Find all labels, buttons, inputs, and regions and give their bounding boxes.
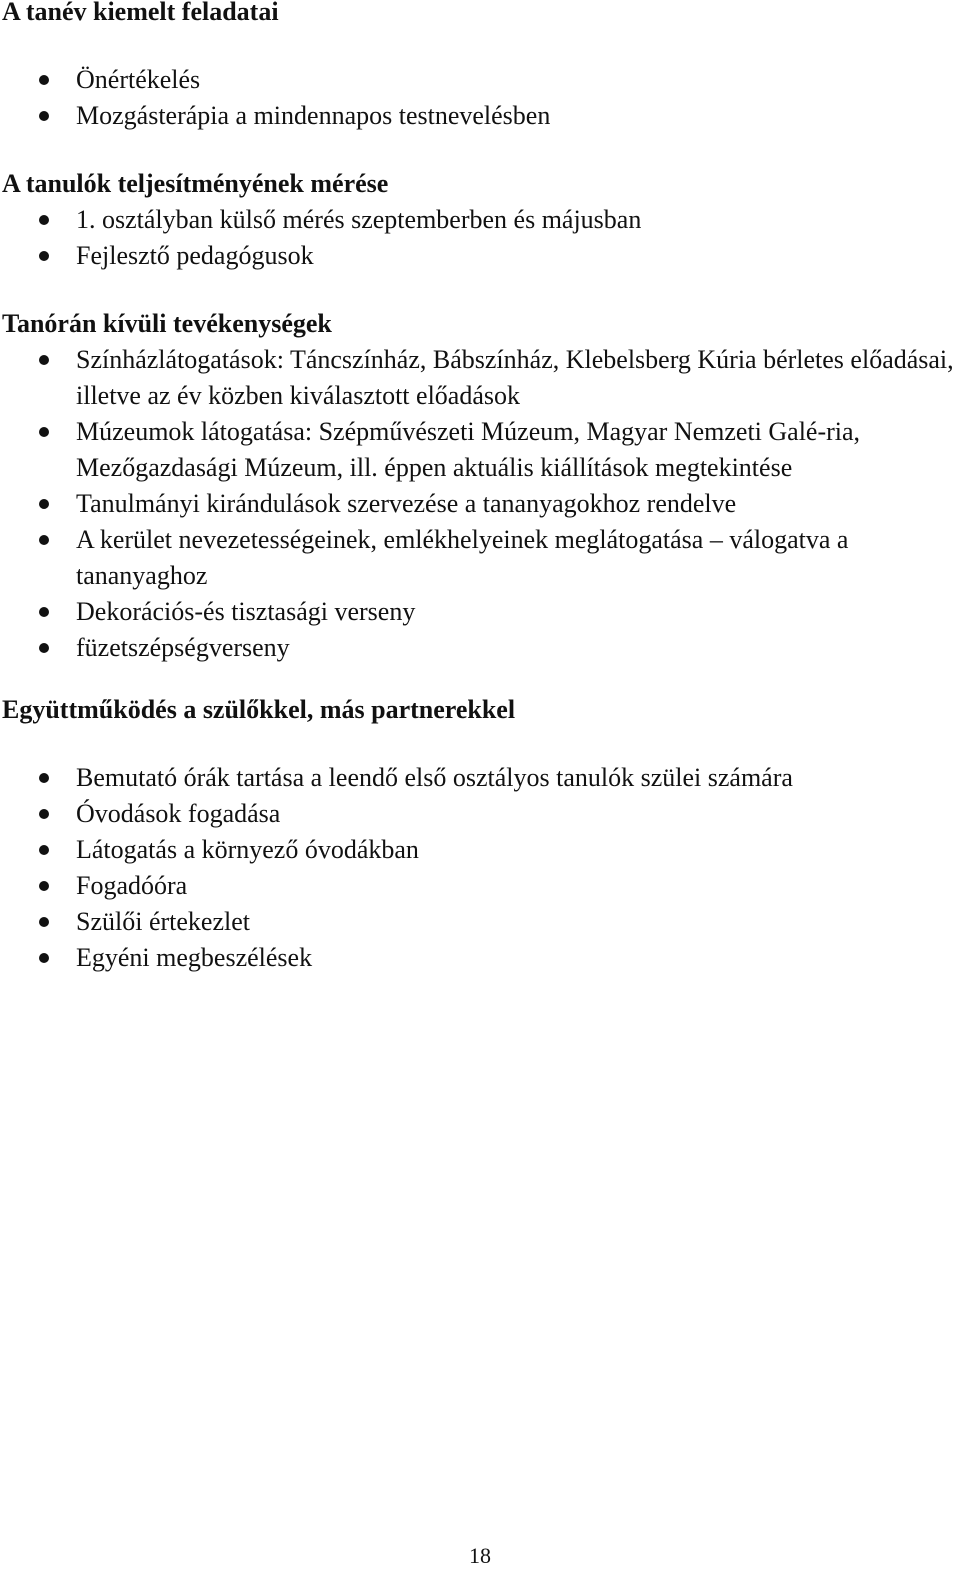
page-number: 18: [469, 1543, 491, 1568]
bullet-icon: [39, 953, 49, 963]
bullet-icon: [39, 881, 49, 891]
section-heading: A tanév kiemelt feladatai: [2, 0, 279, 26]
section-kiemelt-feladatok: [0, 0, 960, 134]
list-item: [0, 98, 960, 134]
bullet-icon: [39, 809, 49, 819]
list-item: [0, 486, 960, 522]
section-heading: Együttműködés a szülőkkel, más partnerekkel: [2, 695, 516, 724]
list-item-text: Mozgásterápia a mindennapos testnevelésben: [76, 101, 551, 130]
list-item: [0, 796, 960, 832]
bullet-list: [0, 62, 960, 134]
bullet-icon: [39, 607, 49, 617]
list-item-text: A kerület nevezetességeinek, emlékhelyeinek meglátogatása – válogatva a tananyaghoz: [76, 525, 849, 590]
section-meres: [0, 166, 960, 274]
list-item-text: Fogadóóra: [76, 871, 188, 900]
list-item: [0, 522, 960, 594]
bullet-list: [0, 760, 960, 976]
section-egyuttmukodes: [0, 692, 960, 976]
list-item: [0, 832, 960, 868]
list-item: [0, 630, 960, 666]
section-heading: A tanulók teljesítményének mérése: [2, 169, 389, 198]
list-item-text: Dekorációs-és tisztasági verseny: [76, 597, 416, 626]
list-item-text: Önértékelés: [76, 65, 201, 94]
bullet-icon: [39, 773, 49, 783]
list-item-text: Egyéni megbeszélések: [76, 943, 313, 972]
list-item: [0, 760, 960, 796]
bullet-icon: [39, 75, 49, 85]
list-item-text: Szülői értekezlet: [76, 907, 250, 936]
list-item: [0, 594, 960, 630]
list-item-text: 1. osztályban külső mérés szeptemberben és májusban: [76, 205, 642, 234]
bullet-icon: [39, 355, 49, 365]
bullet-icon: [39, 427, 49, 437]
list-item: [0, 238, 960, 274]
list-item-text: Fejlesztő pedagógusok: [76, 241, 314, 270]
section-heading: Tanórán kívüli tevékenységek: [2, 309, 332, 338]
bullet-icon: [39, 917, 49, 927]
list-item: [0, 904, 960, 940]
bullet-list: [0, 342, 960, 666]
bullet-icon: [39, 251, 49, 261]
section-tanoran-kivuli: [0, 306, 960, 666]
list-item: [0, 414, 960, 486]
bullet-icon: [39, 499, 49, 509]
list-item-text: füzetszépségverseny: [76, 633, 290, 662]
list-item-text: Látogatás a környező óvodákban: [76, 835, 419, 864]
list-item: [0, 62, 960, 98]
bullet-icon: [39, 215, 49, 225]
list-item-text: Bemutató órák tartása a leendő első osztályos tanulók szülei számára: [76, 763, 793, 792]
bullet-icon: [39, 111, 49, 121]
list-item-text: Múzeumok látogatása: Szépművészeti Múzeum, Magyar Nemzeti Galé-ria, Mezőgazdasági Múzeum, ill. éppen aktuális kiállítások megtekintése: [76, 417, 861, 482]
list-item-text: Tanulmányi kirándulások szervezése a tananyagokhoz rendelve: [76, 489, 737, 518]
list-item: [0, 202, 960, 238]
list-item: [0, 342, 960, 414]
list-item: [0, 940, 960, 976]
bullet-icon: [39, 845, 49, 855]
bullet-icon: [39, 643, 49, 653]
bullet-list: [0, 202, 960, 274]
list-item-text: Óvodások fogadása: [76, 799, 281, 828]
bullet-icon: [39, 535, 49, 545]
list-item: [0, 868, 960, 904]
list-item-text: Színházlátogatások: Táncszínház, Bábszínház, Klebelsberg Kúria bérletes előadásai, illetve az év közben kiválasztott előadások: [76, 345, 954, 410]
